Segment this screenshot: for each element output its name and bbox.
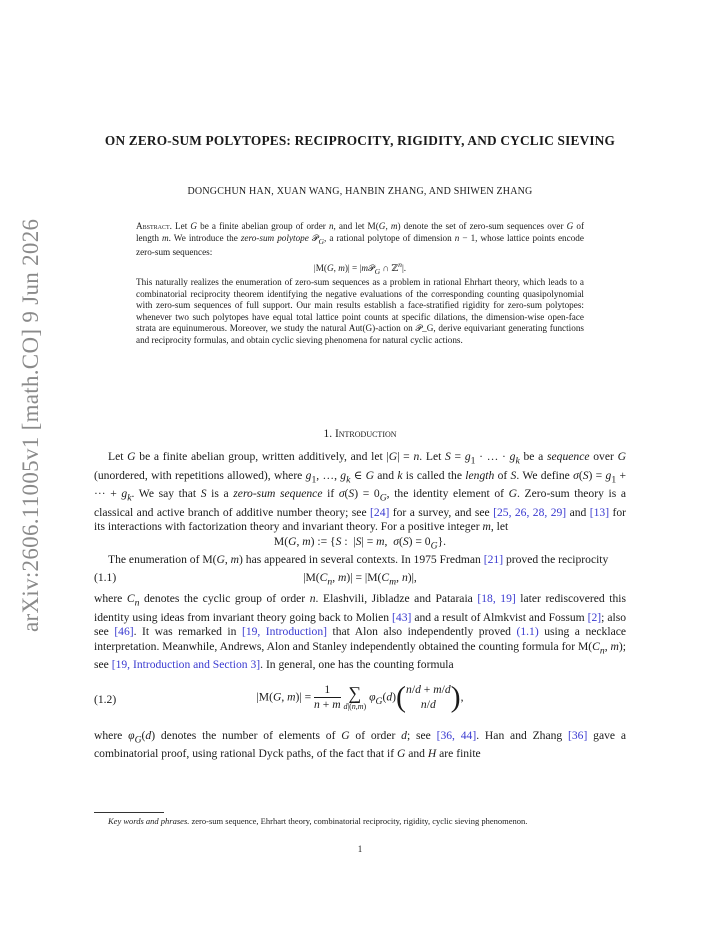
para-3: where $C_n$ denotes the cyclic group of order n. Elashvili, Jibladze and Pataraia [18, 19] later rediscovered this identity using ideas from invariant theory going back to Molien [43] and a result of Almkvist and Fossum [2]; also see [46]. It was remarked in [19, Introduction] that Alon also independently proved (1.1) using a necklace interpretation. Meanwhile, Andrews, Alon and Stanley independently obtained the counting formula for $M(C_n$, m); see [19, Introduction and Section 3]. In general, one has the counting formula [94,592,627,672]
page-number: 1 [357,844,363,854]
arxiv-sidebar-label: arXiv:2606.11005v1 [math.CO] 9 Jun 2026 [18,218,43,632]
paper-title: ON ZERO-SUM POLYTOPES: RECIPROCITY, RIGIDITY, AND CYCLIC SIEVING [104,133,616,148]
abstract-label: Abstract. [136,221,172,231]
body-text [94,450,626,762]
equation-number-1-2: (1.2) [94,692,117,706]
abstract-p2: This naturally realizes the enumeration of zero-sum sequences as a problem in rational Ehrhart theory, which leads to a combinatorial reciprocity theorem identifying the negative evaluations of the corresponding counting quasipolynomial with zero-sum sequences of full support. Our main results establish a face-stratified rigidity for zero-sum polytopes: whenever two such polytopes have equal total lattice point counts at specific dilations, the dimension-wise open-face strata are equinumerous. Moreover, we study the natural Aut(G)-action on 𝒫_G, derive equivariant generating functions and reciprocity formulas, and obtain cyclic sieving phenomena for natural cyclic actions. [136,277,584,346]
equation-number-1-1: (1.1) [94,570,117,584]
abstract [136,221,584,347]
section-heading [94,428,626,440]
equation-1-2: (1.2) |M(G, m)| = $\frac{1}{n + m}$ ∑ d|(n,m) $\varphi_G(d)$( n/d + m/d n/d ), [94,680,464,714]
display-equation-def: M(G, m) := {S : |S| = m, $\sigma(S) = 0_G$}. [273,534,447,551]
para-2: The enumeration of M(G, m) has appeared in several contexts. In 1975 Fredman [21] proved the reciprocity [108,553,609,567]
section-title: Introduction [334,428,397,440]
para-4: where $\varphi_G(d)$ denotes the number of elements of G of order d; see [36, 44]. Han and Zhang [36] gave a combinatorial proof, using rational Dyck paths, of the fact that if G and H are finite [94,728,626,761]
paper-authors: DONGCHUN HAN, XUAN WANG, HANBIN ZHANG, AND SHIWEN ZHANG [187,186,533,197]
footnote-rule [94,812,164,813]
section-number: 1. [323,428,333,440]
abstract-equation: |M(G, m)| = |m𝒫$_G$ ∩ ℤ$^n$|. [313,259,407,276]
footnote: Key words and phrases. zero-sum sequence, Ehrhart theory, combinatorial reciprocity, rigidity, cyclic sieving phenomenon. [108,816,528,826]
para-1: Let G be a finite abelian group, written additively, and let |G| = n. Let $S = g_1$ · … · $g_k$ be a sequence over G (unordered, with repetitions allowed), where $g_1$, …, $g_k$ ∈ G and k is called the length of S. We define $\sigma(S) = g_1$ + ··· + $g_k$. We say that S is a zero-sum sequence if $\sigma(S) = 0_G$, the identity element of G. Zero-sum theory is a classical and active branch of additive number theory; see [24] for a survey, and see [25, 26, 28, 29] and [13] for its interactions with factorization theory and invariant theory. For a positive integer m, let [94,450,627,534]
equation-1-1: (1.1) $|M(C_n$, $m)| = |M(C_m$, n)|, [94,570,417,587]
abstract-p1: Abstract. Let G be a finite abelian group of order n, and let M(G, m) denote the set of zero-sum sequences over G of length m. We introduce the zero-sum polytope 𝒫$_G$, a rational polytope of dimension n − 1, whose lattice points encode zero-sum sequences: [136,221,585,258]
